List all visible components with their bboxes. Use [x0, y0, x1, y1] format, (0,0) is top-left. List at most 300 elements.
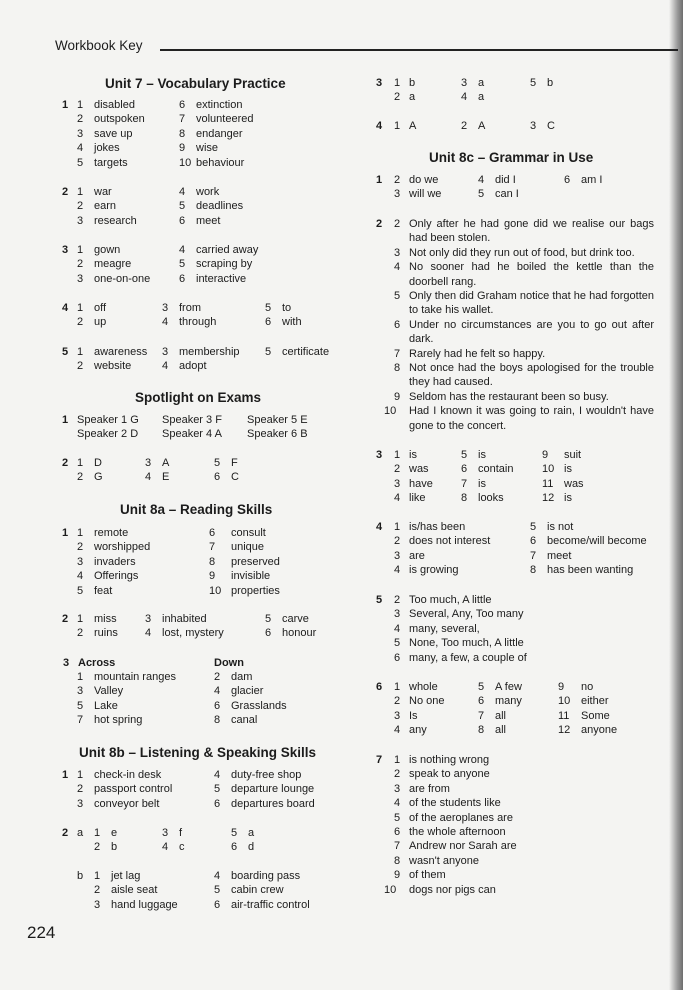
- item-number: 2: [394, 91, 401, 104]
- answer-text: cabin crew: [231, 884, 284, 897]
- answer-text: Some: [581, 709, 610, 722]
- answer-text: properties: [231, 584, 280, 597]
- answer-text: Speaker 1 G: [77, 414, 139, 426]
- item-number: 3: [162, 827, 169, 839]
- item-number: 1: [94, 870, 101, 882]
- answer-text: will we: [409, 188, 442, 201]
- item-number: 2: [394, 218, 401, 230]
- answer-text: whole: [409, 681, 438, 693]
- answer-text: b: [111, 841, 118, 854]
- answer-text: c: [179, 841, 185, 854]
- item-number: 7: [461, 477, 468, 490]
- heading-unit7: Unit 7 – Vocabulary Practice: [105, 76, 286, 91]
- answer-text: wasn't anyone: [409, 854, 479, 867]
- item-number: 3: [94, 898, 101, 911]
- answer-text: from: [179, 302, 201, 314]
- answer-text: either: [581, 695, 609, 708]
- answer-text: a: [478, 77, 485, 89]
- item-number: 4: [394, 492, 401, 505]
- exercise-number: 1: [376, 174, 383, 186]
- item-number: 5: [461, 449, 468, 461]
- sentence-text: Had I known it was going to rain, I wouldn't have gone to the concert.: [409, 405, 654, 432]
- answer-text: worshipped: [94, 541, 151, 554]
- item-number: 12: [542, 492, 555, 505]
- item-number: 2: [77, 113, 84, 126]
- answer-text: hand luggage: [111, 898, 178, 911]
- answer-text: do we: [409, 174, 439, 186]
- answer-text: research: [94, 214, 137, 227]
- item-number: 2: [77, 783, 84, 796]
- item-number: 1: [77, 613, 84, 625]
- exercise-number: 2: [62, 186, 69, 198]
- heading-unit8a: Unit 8a – Reading Skills: [120, 502, 273, 517]
- item-number: 4: [394, 724, 401, 737]
- page-number: 224: [27, 923, 56, 942]
- item-number: 4: [394, 261, 401, 274]
- item-number: 3: [162, 302, 169, 314]
- answer-text: many: [495, 695, 522, 708]
- answer-text: is nothing wrong: [409, 754, 490, 766]
- item-number: 7: [530, 549, 537, 562]
- answer-text: did I: [495, 174, 516, 186]
- item-number: 4: [145, 471, 152, 484]
- answer-text: one-on-one: [94, 272, 151, 285]
- answer-text: meagre: [94, 258, 132, 271]
- sentence-text: Under no circumstances are you to go out after dark.: [409, 318, 654, 346]
- answer-text: of the students like: [409, 797, 501, 810]
- item-number: 3: [394, 549, 401, 562]
- answer-text: Valley: [94, 685, 124, 698]
- item-number: 5: [214, 783, 221, 796]
- item-number: 7: [209, 541, 216, 554]
- item-number: 5: [478, 681, 485, 693]
- answer-text: d: [248, 841, 255, 854]
- item-number: 8: [214, 714, 221, 727]
- item-number: 4: [394, 797, 401, 810]
- item-number: 6: [394, 318, 401, 331]
- answer-text: wise: [196, 142, 219, 155]
- item-number: 9: [394, 869, 401, 882]
- answer-text: adopt: [179, 360, 207, 373]
- item-number: 5: [231, 827, 238, 839]
- item-number: 4: [162, 316, 169, 329]
- item-number: 3: [394, 188, 401, 201]
- exercise-number: 5: [62, 346, 69, 358]
- item-number: 4: [179, 186, 186, 198]
- item-number: 7: [394, 347, 401, 360]
- item-number: 2: [77, 541, 84, 554]
- item-number: 4: [394, 564, 401, 577]
- answer-text: b: [547, 77, 554, 89]
- item-number: 6: [564, 174, 571, 186]
- item-number: 5: [214, 457, 221, 469]
- item-number: 1: [77, 99, 84, 111]
- answer-text: carve: [282, 613, 309, 625]
- answer-text: conveyor belt: [94, 797, 160, 810]
- answer-text: D: [94, 457, 102, 469]
- answer-text: dam: [231, 671, 253, 683]
- answer-text: F: [231, 457, 238, 469]
- item-number: 2: [77, 360, 84, 373]
- item-number: 1: [77, 671, 84, 683]
- answer-text: mountain ranges: [94, 671, 176, 683]
- answer-text: departures board: [231, 797, 315, 810]
- answer-text: am I: [581, 174, 603, 186]
- answer-text: the whole afternoon: [409, 826, 506, 838]
- page-edge-shadow: [669, 0, 683, 990]
- item-number: 9: [179, 142, 186, 155]
- answer-text: speak to anyone: [409, 768, 490, 781]
- answer-text: no: [581, 681, 594, 693]
- answer-text: meet: [547, 549, 572, 562]
- item-number: 2: [394, 463, 401, 476]
- item-number: 2: [94, 884, 101, 897]
- item-number: 5: [77, 699, 84, 712]
- answer-text: is: [409, 449, 417, 461]
- answer-text: canal: [231, 714, 258, 727]
- item-number: 6: [214, 797, 221, 810]
- answer-text: A: [478, 120, 486, 132]
- answer-text: lost, mystery: [162, 627, 224, 640]
- item-number: 2: [77, 471, 84, 484]
- answer-text: is: [564, 463, 572, 476]
- item-number: 6: [394, 651, 401, 664]
- heading-unit8b: Unit 8b – Listening & Speaking Skills: [79, 745, 317, 760]
- item-number: 6: [179, 272, 186, 285]
- answer-text: A: [162, 457, 170, 469]
- answer-text: can I: [495, 188, 519, 201]
- item-number: 6: [214, 471, 221, 484]
- item-number: 9: [542, 449, 549, 461]
- item-number: 4: [478, 174, 485, 186]
- item-number: 5: [530, 77, 537, 89]
- sentence-text: Not only did they run out of food, but drink too.: [409, 246, 635, 259]
- exercise-number: 2: [62, 827, 69, 839]
- exercise-letter: b: [77, 870, 84, 882]
- answer-text: honour: [282, 627, 317, 640]
- item-number: 3: [394, 709, 401, 722]
- answer-text: Speaker 6 B: [247, 428, 308, 441]
- item-number: 3: [77, 214, 84, 227]
- item-number: 3: [145, 457, 152, 469]
- exercise-number: 1: [62, 99, 69, 111]
- answer-text: awareness: [94, 346, 148, 358]
- answer-text: was: [409, 463, 429, 476]
- answer-text: all: [495, 709, 507, 722]
- item-number: 3: [394, 246, 401, 259]
- item-number: 8: [394, 362, 401, 374]
- answer-text: war: [94, 186, 112, 198]
- item-number: 5: [77, 156, 84, 169]
- item-number: 10: [542, 463, 555, 476]
- answer-text: is: [478, 449, 486, 461]
- item-number: 2: [394, 695, 401, 708]
- answer-text: of them: [409, 869, 446, 882]
- answer-text: are: [409, 549, 425, 562]
- item-number: 7: [179, 113, 186, 126]
- item-number: 2: [77, 258, 84, 271]
- answer-text: disabled: [94, 99, 135, 111]
- answer-text: work: [196, 186, 220, 198]
- exercise-number: 2: [62, 613, 69, 625]
- item-number: 1: [394, 521, 401, 533]
- sentence-text: Only then did Graham notice that he had forgotten to take his wallet.: [409, 290, 654, 317]
- answer-text: dogs nor pigs can: [409, 883, 496, 896]
- answer-text: carried away: [196, 244, 259, 256]
- answer-text: off: [94, 302, 107, 314]
- exercise-number: 3: [376, 77, 383, 89]
- item-number: 7: [77, 714, 84, 727]
- item-number: 10: [558, 695, 571, 708]
- answer-text: hot spring: [94, 714, 143, 727]
- answer-text: consult: [231, 527, 266, 539]
- answer-text: Is: [409, 709, 418, 722]
- answer-text: Andrew nor Sarah are: [409, 840, 517, 853]
- exercise-letter: a: [77, 827, 84, 839]
- exercise-number: 6: [376, 681, 383, 693]
- exercise-number: 4: [376, 120, 383, 132]
- item-number: 4: [214, 870, 221, 882]
- item-number: 9: [394, 390, 401, 403]
- item-number: 6: [209, 527, 216, 539]
- answer-text: boarding pass: [231, 870, 301, 882]
- item-number: 5: [265, 302, 272, 314]
- exercise-number: 7: [376, 754, 383, 766]
- answer-text: A: [409, 120, 417, 132]
- item-number: 2: [214, 671, 221, 683]
- answer-text: C: [547, 120, 555, 132]
- answer-text: e: [111, 827, 118, 839]
- answer-text: membership: [179, 346, 240, 358]
- answer-text: does not interest: [409, 535, 491, 548]
- item-number: 6: [530, 535, 537, 548]
- item-number: 2: [461, 120, 468, 132]
- item-number: 7: [394, 840, 401, 853]
- answer-text: preserved: [231, 555, 280, 568]
- exercise-number: 4: [376, 521, 383, 533]
- answer-text: suit: [564, 449, 582, 461]
- answer-text: gown: [94, 244, 121, 256]
- item-number: 6: [179, 214, 186, 227]
- answer-text: a: [478, 91, 485, 104]
- answer-text: E: [162, 471, 170, 484]
- item-number: 8: [461, 492, 468, 505]
- answer-text: is: [478, 477, 486, 490]
- answer-text: Too much, A little: [409, 594, 492, 606]
- item-number: 1: [394, 77, 401, 89]
- item-number: 6: [214, 898, 221, 911]
- item-number: 7: [478, 709, 485, 722]
- sentence-text: Not once had the boys apologised for the trouble they had caused.: [409, 362, 654, 389]
- answer-text: have: [409, 477, 433, 490]
- item-number: 4: [77, 570, 84, 583]
- answer-text: Grasslands: [231, 699, 287, 712]
- item-number: 5: [394, 290, 401, 302]
- answer-text: Several, Any, Too many: [409, 608, 524, 621]
- answer-text: No one: [409, 695, 445, 708]
- u8a-ex3-down: Down: [214, 657, 244, 669]
- page-header-title: Workbook Key: [55, 38, 143, 53]
- answer-text: all: [495, 724, 507, 737]
- item-number: 1: [394, 449, 401, 461]
- item-number: 6: [478, 695, 485, 708]
- exercise-number: 1: [62, 414, 69, 426]
- exercise-number: 3: [376, 449, 383, 461]
- answer-text: passport control: [94, 783, 173, 796]
- item-number: 1: [77, 457, 84, 469]
- item-number: 3: [77, 272, 84, 285]
- answer-text: remote: [94, 527, 129, 539]
- item-number: 2: [77, 316, 84, 329]
- item-number: 10: [384, 883, 397, 896]
- answer-text: is: [564, 492, 572, 505]
- item-number: 8: [179, 127, 186, 140]
- item-number: 12: [558, 724, 571, 737]
- item-number: 5: [394, 637, 401, 650]
- answer-text: invisible: [231, 570, 271, 583]
- item-number: 6: [461, 463, 468, 476]
- item-number: 5: [179, 200, 186, 213]
- answer-text: check-in desk: [94, 769, 162, 781]
- item-number: 1: [394, 681, 401, 693]
- item-number: 8: [530, 564, 537, 577]
- answer-text: G: [94, 471, 103, 484]
- answer-text: f: [179, 827, 183, 839]
- item-number: 9: [558, 681, 565, 693]
- item-number: 1: [394, 754, 401, 766]
- item-number: 5: [394, 811, 401, 824]
- answer-text: jet lag: [111, 870, 141, 882]
- item-number: 4: [162, 360, 169, 373]
- answer-text: unique: [231, 541, 265, 554]
- answer-text: with: [282, 316, 302, 329]
- answer-text: up: [94, 316, 107, 329]
- item-number: 2: [77, 627, 84, 640]
- answer-text: duty-free shop: [231, 769, 302, 781]
- answer-text: C: [231, 471, 239, 484]
- item-number: 6: [265, 316, 272, 329]
- answer-text: outspoken: [94, 113, 145, 126]
- item-number: 8: [394, 854, 401, 867]
- item-number: 1: [77, 186, 84, 198]
- item-number: 3: [145, 613, 152, 625]
- answer-text: None, Too much, A little: [409, 637, 524, 650]
- answer-text: Speaker 5 E: [247, 414, 308, 426]
- u8a-ex3-across: Across: [78, 657, 116, 669]
- answer-text: air-traffic control: [231, 898, 310, 911]
- exercise-number: 1: [62, 527, 69, 539]
- exercise-number: 1: [62, 769, 69, 781]
- answer-text: through: [179, 316, 217, 329]
- item-number: 3: [394, 608, 401, 621]
- u8a-ex3-num: 3: [63, 657, 70, 669]
- answer-text: departure lounge: [231, 783, 315, 796]
- item-number: 3: [461, 77, 468, 89]
- item-number: 3: [77, 127, 84, 140]
- answer-text: a: [248, 827, 255, 839]
- answer-text: are from: [409, 782, 450, 795]
- answer-text: is growing: [409, 564, 459, 577]
- item-number: 1: [77, 244, 84, 256]
- answer-text: b: [409, 77, 416, 89]
- item-number: 4: [461, 91, 468, 104]
- answer-text: many, a few, a couple of: [409, 651, 527, 664]
- answer-text: of the aeroplanes are: [409, 811, 513, 824]
- item-number: 8: [209, 555, 216, 568]
- item-number: 4: [214, 685, 221, 698]
- item-number: 5: [265, 346, 272, 358]
- item-number: 9: [209, 570, 216, 583]
- answer-text: earn: [94, 200, 117, 213]
- answer-text: any: [409, 724, 427, 737]
- item-number: 6: [394, 826, 401, 838]
- exercise-number: 2: [62, 457, 69, 469]
- answer-text: has been wanting: [547, 564, 634, 577]
- item-number: 5: [179, 258, 186, 271]
- item-number: 4: [214, 769, 221, 781]
- item-number: 3: [394, 477, 401, 490]
- item-number: 3: [394, 782, 401, 795]
- answer-text: invaders: [94, 555, 136, 568]
- answer-text: looks: [478, 492, 504, 505]
- answer-text: was: [564, 477, 584, 490]
- item-number: 11: [558, 709, 570, 722]
- answer-text: anyone: [581, 724, 618, 737]
- item-number: 1: [77, 346, 84, 358]
- answer-text: interactive: [196, 272, 247, 285]
- answer-text: miss: [94, 613, 117, 625]
- answer-text: many, several,: [409, 622, 480, 635]
- item-number: 4: [145, 627, 152, 640]
- item-number: 11: [542, 477, 554, 490]
- answer-text: is/has been: [409, 521, 466, 533]
- item-number: 2: [394, 768, 401, 781]
- item-number: 1: [77, 769, 84, 781]
- answer-text: become/will become: [547, 535, 647, 548]
- item-number: 10: [384, 405, 397, 418]
- answer-text: Speaker 2 D: [77, 428, 139, 441]
- answer-text: Lake: [94, 699, 118, 712]
- item-number: 2: [394, 594, 401, 606]
- answer-text: ruins: [94, 627, 118, 640]
- sentence-text: Seldom has the restaurant been so busy.: [409, 390, 609, 403]
- item-number: 2: [94, 841, 101, 854]
- answer-text: targets: [94, 156, 128, 169]
- answer-text: inhabited: [162, 613, 207, 625]
- answer-text: save up: [94, 127, 133, 140]
- header-rule: [160, 49, 678, 51]
- item-number: 5: [265, 613, 272, 625]
- item-number: 3: [77, 685, 84, 698]
- item-number: 1: [77, 527, 84, 539]
- answer-text: extinction: [196, 99, 243, 111]
- item-number: 2: [394, 535, 401, 548]
- exercise-number: 3: [62, 244, 69, 256]
- item-number: 4: [179, 244, 186, 256]
- answer-text: A few: [495, 681, 522, 693]
- item-number: 6: [231, 841, 238, 854]
- answer-text: Offerings: [94, 570, 139, 583]
- answer-text: certificate: [282, 346, 330, 358]
- item-number: 10: [179, 156, 192, 169]
- answer-text: to: [282, 302, 292, 314]
- exercise-number: 2: [376, 218, 383, 230]
- item-number: 2: [394, 174, 401, 186]
- answer-text: aisle seat: [111, 884, 158, 897]
- answer-text: endanger: [196, 127, 243, 140]
- item-number: 5: [77, 584, 84, 597]
- item-number: 6: [214, 699, 221, 712]
